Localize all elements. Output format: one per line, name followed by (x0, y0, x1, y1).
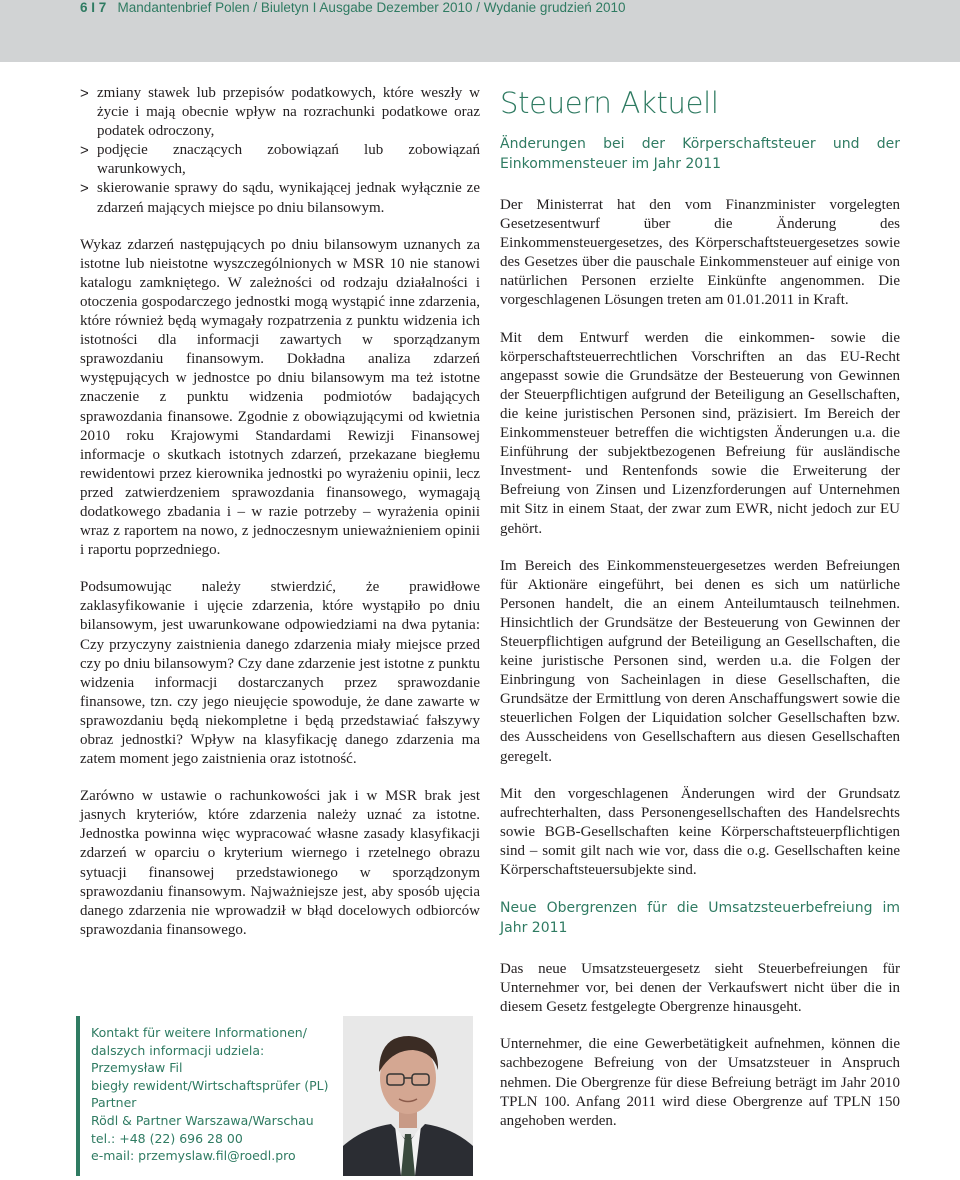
bullet-text: zmiany stawek lub przepisów podatkowych, które weszły w życie i mają obecnie wpływ na rozrachunki podatkowe oraz podatek odroczony, (97, 85, 480, 140)
bullet-text: skierowanie sprawy do sądu, wynikającej jednak wyłącznie ze zdarzeń mających miejsce po dniu bilansowym. (97, 180, 480, 216)
contact-name: Przemysław Fil (91, 1060, 183, 1076)
bullet-list (80, 84, 480, 218)
left-column (80, 84, 480, 958)
paragraph: Im Bereich des Einkommensteuergesetzes werden Befreiungen für Aktionäre eingeführt, bei denen es sich um natürliche Personen handelt, die an einem Anteilumtausch teilnehmen. Hinsichtlich der Grundsätze der Besteuerung von Gewinnen der Steuerpflichtigen aufgrund der Beteiligung an Gesellschaften, die keine juristische Personen sind, werden u.a. die Folgen der Einbringung von Sacheinlagen in diese Gesellschaften, die Grundsätze der Ermittlung von deren Anschaffungswert sowie die steuerlichen Folgen der Liquidation solcher Gesellschaften bzw. des Ausscheidens von Gesellschaftern aus diesen Gesellschaften geregelt. (500, 557, 900, 765)
accent-bar (76, 1016, 80, 1176)
bullet-item (80, 179, 480, 217)
paragraph: Mit den vorgeschlagenen Änderungen wird der Grundsatz aufrechterhalten, dass Personengesellschaften des Handelsrechts sowie BGB-Gesellschaften keine Körperschaftsteuerpflichtigen sind – somit gilt nach wie vor, dass die o.g. Gesellschaften keine Körperschaftsteuersubjekte sind. (500, 785, 900, 878)
section-subtitle: Änderungen bei der Körperschaftsteuer und der Einkommensteuer im Jahr 2011 (500, 136, 900, 172)
contact-role: biegły rewident/Wirtschaftsprüfer (PL) (91, 1077, 329, 1093)
contact-text (91, 1024, 328, 1165)
portrait-photo (343, 1016, 473, 1176)
right-column (500, 84, 900, 1149)
section-title: Steuern Aktuell (500, 86, 719, 120)
paragraph: Podsumowując należy stwierdzić, że prawidłowe zaklasyfikowanie i ujęcie zdarzenia, które wystąpiło po dniu bilansowym, jest uwarunkowane odpowiedziami na dwa pytania: Czy przyczyny zaistnienia danego zdarzenia miały miejsce przed czy po dniu bilansowym? Czy dane zdarzenie jest istotne z punktu widzenia informacji dostarczanych przez sprawozdanie finansowe, tzn. czy jego nieujęcie spowoduje, że dane zawarte w sprawozdaniu będą niekompletne i będą przedstawiać fałszywy obraz jednostki? Wpływ na klasyfikację danego zdarzenia ma zatem moment jego zaistnienia oraz istotność. (80, 579, 480, 768)
contact-position: Partner (91, 1095, 137, 1111)
contact-company: Rödl & Partner Warszawa/Warschau (91, 1112, 314, 1128)
section-subtitle: Neue Obergrenzen für die Umsatzsteuerbefreiung im Jahr 2011 (500, 900, 900, 937)
contact-line: dalszych informacji udziela: (91, 1042, 265, 1058)
paragraph: Mit dem Entwurf werden die einkommen- sowie die körperschaftsteuerrechtlichen Vorschriften an das EU-Recht angepasst sowie die Grundsätze der Besteuerung von Gewinnen der Steuerpflichtigen aufgrund der Beteiligung an Gesellschaften, die keine juristischen Personen sind, präzisiert. Im Bereich der Einkommensteuer betreffen die wichtigsten Änderungen u.a. die Einführung der subjektbezogenen Befreiung für ausländische Investment- und Rentenfonds sowie die Erweiterung der Befreiung von Zinsen und Lizenzforderungen auf Unternehmen mit Sitz in einem Staat, der zwar zum EWR, nicht jedoch zur EU gehört. (500, 329, 900, 537)
bullet-item (80, 141, 480, 179)
page-header (0, 0, 960, 62)
page-number: 6 I 7 (80, 0, 107, 15)
contact-line: Kontakt für weitere Informationen/ (91, 1025, 307, 1040)
contact-box (76, 1016, 476, 1176)
bullet-marker: > (80, 142, 89, 160)
bullet-text: podjęcie znaczących zobowiązań lub zobowiązań warunkowych, (97, 142, 480, 178)
bullet-marker: > (80, 180, 89, 198)
header-text (80, 0, 626, 15)
contact-phone: tel.: +48 (22) 696 28 00 (91, 1130, 243, 1146)
contact-email[interactable]: e-mail: przemyslaw.fil@roedl.pro (91, 1148, 296, 1164)
paragraph: Der Ministerrat hat den vom Finanzminister vorgelegten Gesetzesentwurf über die Änderung des Einkommensteuergesetzes, des Körperschaftsteuergesetzes sowie des Gesetzes über die pauschale Einkommensteuer auf einige von natürlichen Personen erzielte Einkünfte angenommen. Die vorgeschlagenen Lösungen treten am 01.01.2011 in Kraft. (500, 197, 900, 309)
bullet-item (80, 84, 480, 141)
paragraph: Zarówno w ustawie o rachunkowości jak i w MSR brak jest jasnych kryteriów, które zdarzenia należy uznać za istotne. Jednostka powinna więc wypracować własne zasady klasyfikacji zdarzeń w oparciu o kryterium wiernego i rzetelnego obrazu sytuacji finansowej przedstawionego w sporządzonym sprawozdaniu finansowym. Najważniejsze jest, aby sposób ujęcia danego zdarzenia nie wprowadził w błąd docelowych odbiorców sprawozdania finansowego. (80, 788, 480, 938)
paragraph: Wykaz zdarzeń następujących po dniu bilansowym uznanych za istotne lub nieistotne wyszczególnionych w MSR 10 nie stanowi katalogu zamkniętego. W zależności od rodzaju działalności i otoczenia gospodarczego jednostki mogą wystąpić inne zdarzenia, które również będą wymagały rozpatrzenia z punktu widzenia ich istotności dla informacji zawartych w sporządzanym sprawozdaniu finansowym. Dokładna analiza zdarzeń występujących w jednostce po dniu bilansowym ma też istotne znaczenie z punktu widzenia podmiotów badających sprawozdania finansowe. Zgodnie z obowiązującymi od kwietnia 2010 roku Krajowymi Standardami Rewizji Finansowej informacje o skutkach istotnych zdarzeń, przekazane biegłemu rewidentowi przez kierownika jednostki po wyrażeniu opinii, lecz przed zatwierdzeniem sprawozdania finansowego, wymagają dodatkowego zbadania i – w razie potrzeby – wyrażenia opinii wraz z raportem na nowo, z jednoczesnym unieważnieniem opinii i raportu poprzedniego. (80, 236, 480, 559)
bullet-marker: > (80, 85, 89, 102)
paragraph: Das neue Umsatzsteuergesetz sieht Steuerbefreiungen für Unternehmer vor, bei denen der Verkaufswert nicht über die in diesem Gesetz festgelegte Obergrenze hinausgeht. (500, 961, 900, 1016)
paragraph: Unternehmer, die eine Gewerbetätigkeit aufnehmen, können die sachbezogene Befreiung von der Umsatzsteuer in Anspruch nehmen. Die Obergrenze für diese Befreiung beträgt im Jahr 2010 TPLN 100. Anfang 2011 wird diese Obergrenze auf TPLN 150 angehoben werden. (500, 1036, 900, 1129)
publication-title: Mandantenbrief Polen / Biuletyn I Ausgabe Dezember 2010 / Wydanie grudzień 2010 (117, 0, 626, 15)
